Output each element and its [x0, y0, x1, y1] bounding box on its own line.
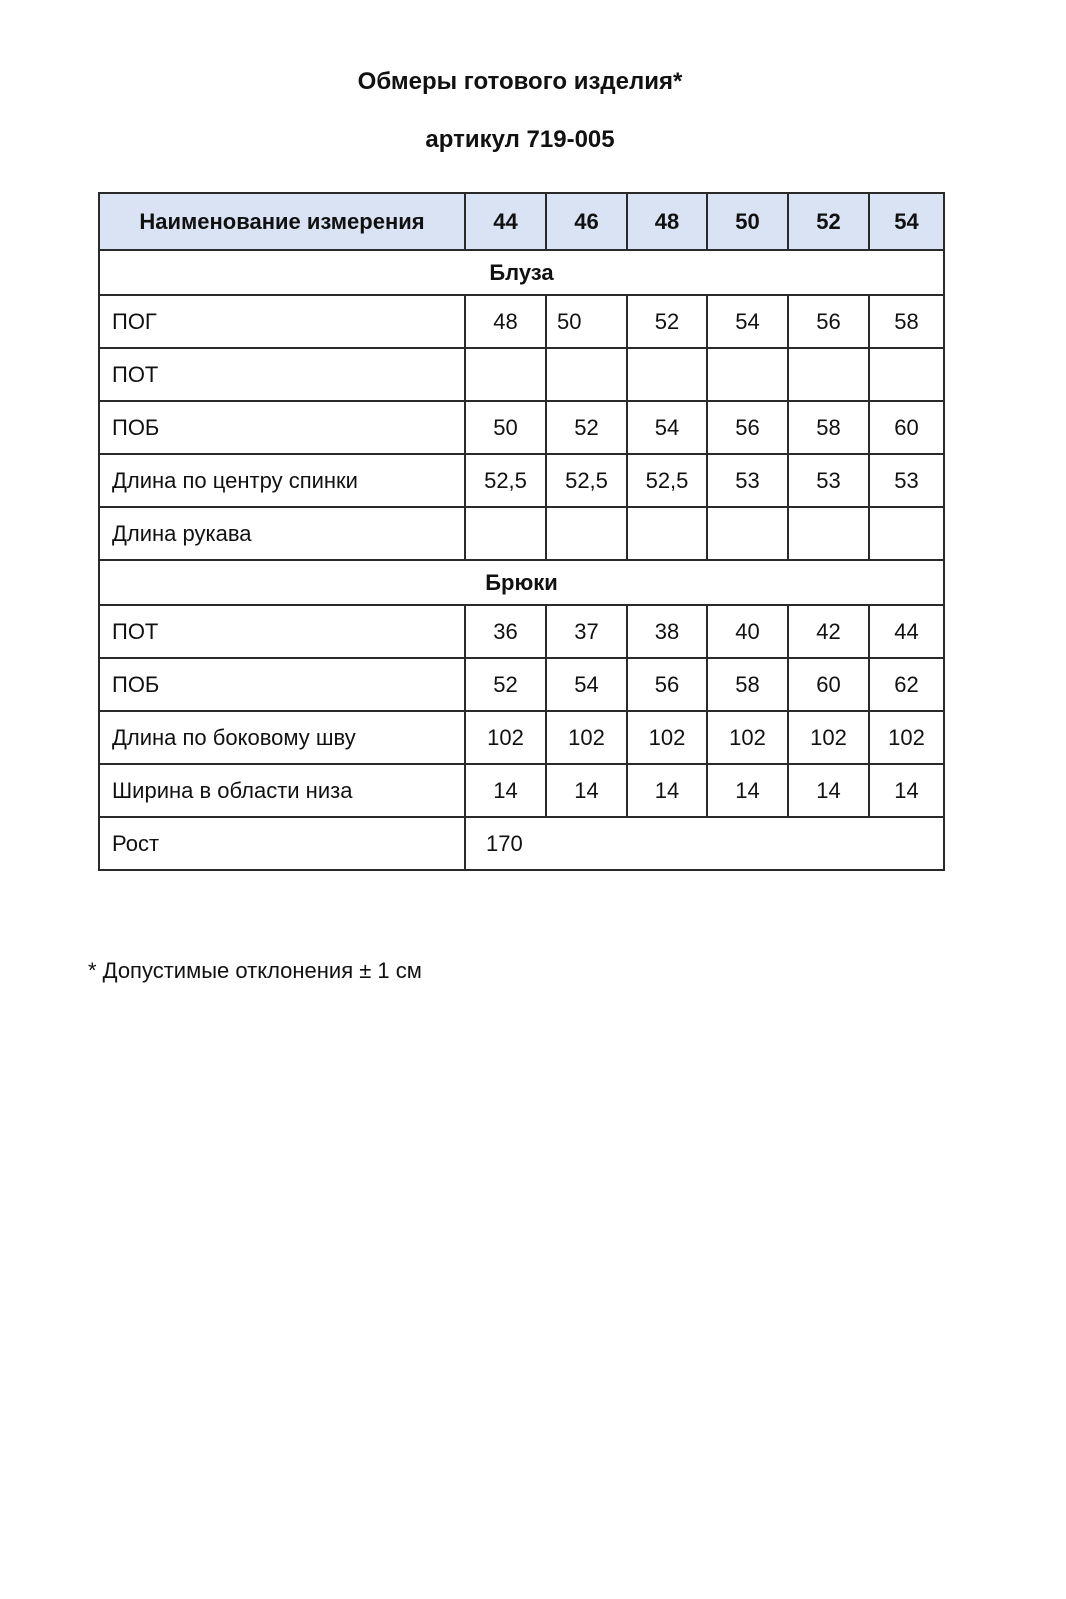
header-size: 44 [465, 193, 546, 250]
cell-value: 102 [788, 711, 869, 764]
table-row [99, 507, 944, 560]
cell-value [788, 507, 869, 560]
cell-value: 38 [627, 605, 707, 658]
table-row [99, 295, 944, 348]
height-value: 170 [465, 817, 944, 870]
section-title: Блуза [99, 250, 944, 295]
cell-value [869, 507, 944, 560]
cell-value: 42 [788, 605, 869, 658]
cell-value: 102 [627, 711, 707, 764]
table-row [99, 711, 944, 764]
cell-value [627, 507, 707, 560]
cell-value: 58 [869, 295, 944, 348]
row-label: Длина по центру спинки [99, 454, 465, 507]
table-header-row [99, 193, 944, 250]
cell-value: 53 [707, 454, 788, 507]
row-label: Длина рукава [99, 507, 465, 560]
header-size: 50 [707, 193, 788, 250]
section-row-trousers [99, 560, 944, 605]
cell-value: 40 [707, 605, 788, 658]
cell-value [546, 507, 627, 560]
row-label: ПОГ [99, 295, 465, 348]
row-label: Ширина в области низа [99, 764, 465, 817]
document-title: Обмеры готового изделия* [357, 68, 683, 95]
cell-value [465, 507, 546, 560]
cell-value: 52,5 [465, 454, 546, 507]
footnote: * Допустимые отклонения ± 1 см [88, 958, 422, 983]
article-number: артикул 719-005 [425, 126, 615, 153]
cell-value: 62 [869, 658, 944, 711]
table-row [99, 401, 944, 454]
cell-value: 102 [707, 711, 788, 764]
cell-value: 44 [869, 605, 944, 658]
cell-value: 56 [627, 658, 707, 711]
cell-value [869, 348, 944, 401]
row-label: Рост [99, 817, 465, 870]
cell-value: 53 [788, 454, 869, 507]
cell-value: 14 [546, 764, 627, 817]
cell-value: 14 [465, 764, 546, 817]
cell-value: 52 [465, 658, 546, 711]
cell-value: 53 [869, 454, 944, 507]
section-title: Брюки [99, 560, 944, 605]
cell-value: 60 [788, 658, 869, 711]
cell-value: 14 [788, 764, 869, 817]
cell-value [707, 348, 788, 401]
cell-value: 52 [546, 401, 627, 454]
table-row [99, 454, 944, 507]
cell-value [627, 348, 707, 401]
cell-value: 102 [546, 711, 627, 764]
cell-value: 102 [465, 711, 546, 764]
table-row [99, 764, 944, 817]
cell-value: 54 [707, 295, 788, 348]
row-label: Длина по боковому шву [99, 711, 465, 764]
header-size: 48 [627, 193, 707, 250]
row-label: ПОБ [99, 401, 465, 454]
cell-value: 48 [465, 295, 546, 348]
table-row [99, 658, 944, 711]
cell-value: 54 [546, 658, 627, 711]
cell-value: 36 [465, 605, 546, 658]
cell-value [465, 348, 546, 401]
cell-value: 58 [788, 401, 869, 454]
header-size: 46 [546, 193, 627, 250]
header-size: 52 [788, 193, 869, 250]
header-measurement-name: Наименование измерения [99, 193, 465, 250]
row-label: ПОБ [99, 658, 465, 711]
table-row [99, 348, 944, 401]
cell-value: 14 [869, 764, 944, 817]
table-row-height [99, 817, 944, 870]
cell-value: 54 [627, 401, 707, 454]
header-size: 54 [869, 193, 944, 250]
cell-value: 14 [707, 764, 788, 817]
cell-value: 56 [788, 295, 869, 348]
table-row [99, 605, 944, 658]
cell-value: 14 [627, 764, 707, 817]
cell-value [788, 348, 869, 401]
row-label: ПОТ [99, 605, 465, 658]
cell-value: 37 [546, 605, 627, 658]
cell-value: 52,5 [546, 454, 627, 507]
row-label: ПОТ [99, 348, 465, 401]
section-row-blouse [99, 250, 944, 295]
cell-value: 60 [869, 401, 944, 454]
cell-value: 102 [869, 711, 944, 764]
cell-value: 56 [707, 401, 788, 454]
cell-value: 50 [465, 401, 546, 454]
measurement-table [98, 192, 945, 871]
cell-value: 50 [546, 295, 627, 348]
cell-value: 52,5 [627, 454, 707, 507]
cell-value [546, 348, 627, 401]
cell-value: 52 [627, 295, 707, 348]
cell-value: 58 [707, 658, 788, 711]
cell-value [707, 507, 788, 560]
